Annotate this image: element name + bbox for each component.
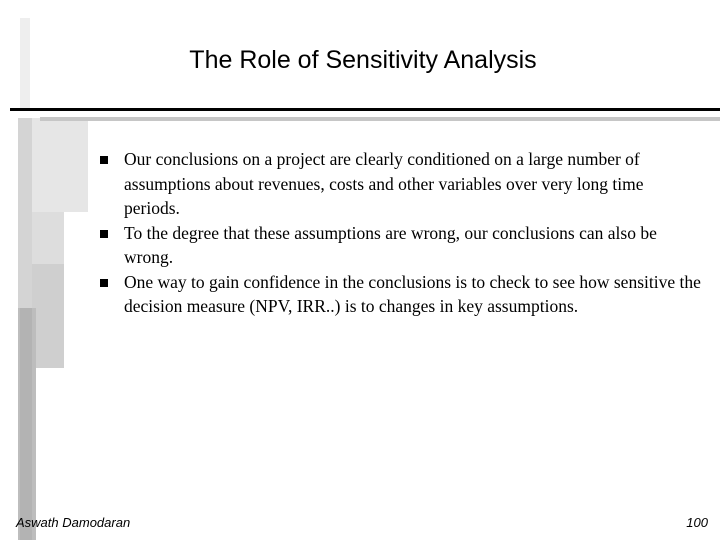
bullet-item — [98, 221, 702, 270]
square-bullet-icon — [100, 230, 108, 238]
bullet-text: Our conclusions on a project are clearly conditioned on a large number of assumptions about revenues, costs and other variables over very long time periods. — [124, 149, 644, 218]
bullet-item — [98, 270, 702, 319]
footer-author: Aswath Damodaran — [16, 515, 131, 530]
decoration-block-4 — [18, 118, 32, 308]
bullet-text: One way to gain confidence in the conclusions is to check to see how sensitive the decision measure (NPV, IRR..) is to changes in key assumptions. — [124, 271, 701, 316]
square-bullet-icon — [100, 156, 108, 164]
bullet-item — [98, 147, 702, 221]
square-bullet-icon — [100, 279, 108, 287]
bullet-list — [98, 147, 702, 319]
bullet-text: To the degree that these assumptions are wrong, our conclusions can also be wrong. — [124, 222, 657, 267]
footer-page-number: 100 — [686, 515, 708, 530]
slide-title: The Role of Sensitivity Analysis — [189, 46, 537, 74]
decoration-bar-bottom-inner — [20, 308, 32, 540]
decoration-block-3 — [32, 264, 64, 368]
title-divider-dark — [10, 108, 720, 111]
title-divider-light — [40, 117, 720, 121]
